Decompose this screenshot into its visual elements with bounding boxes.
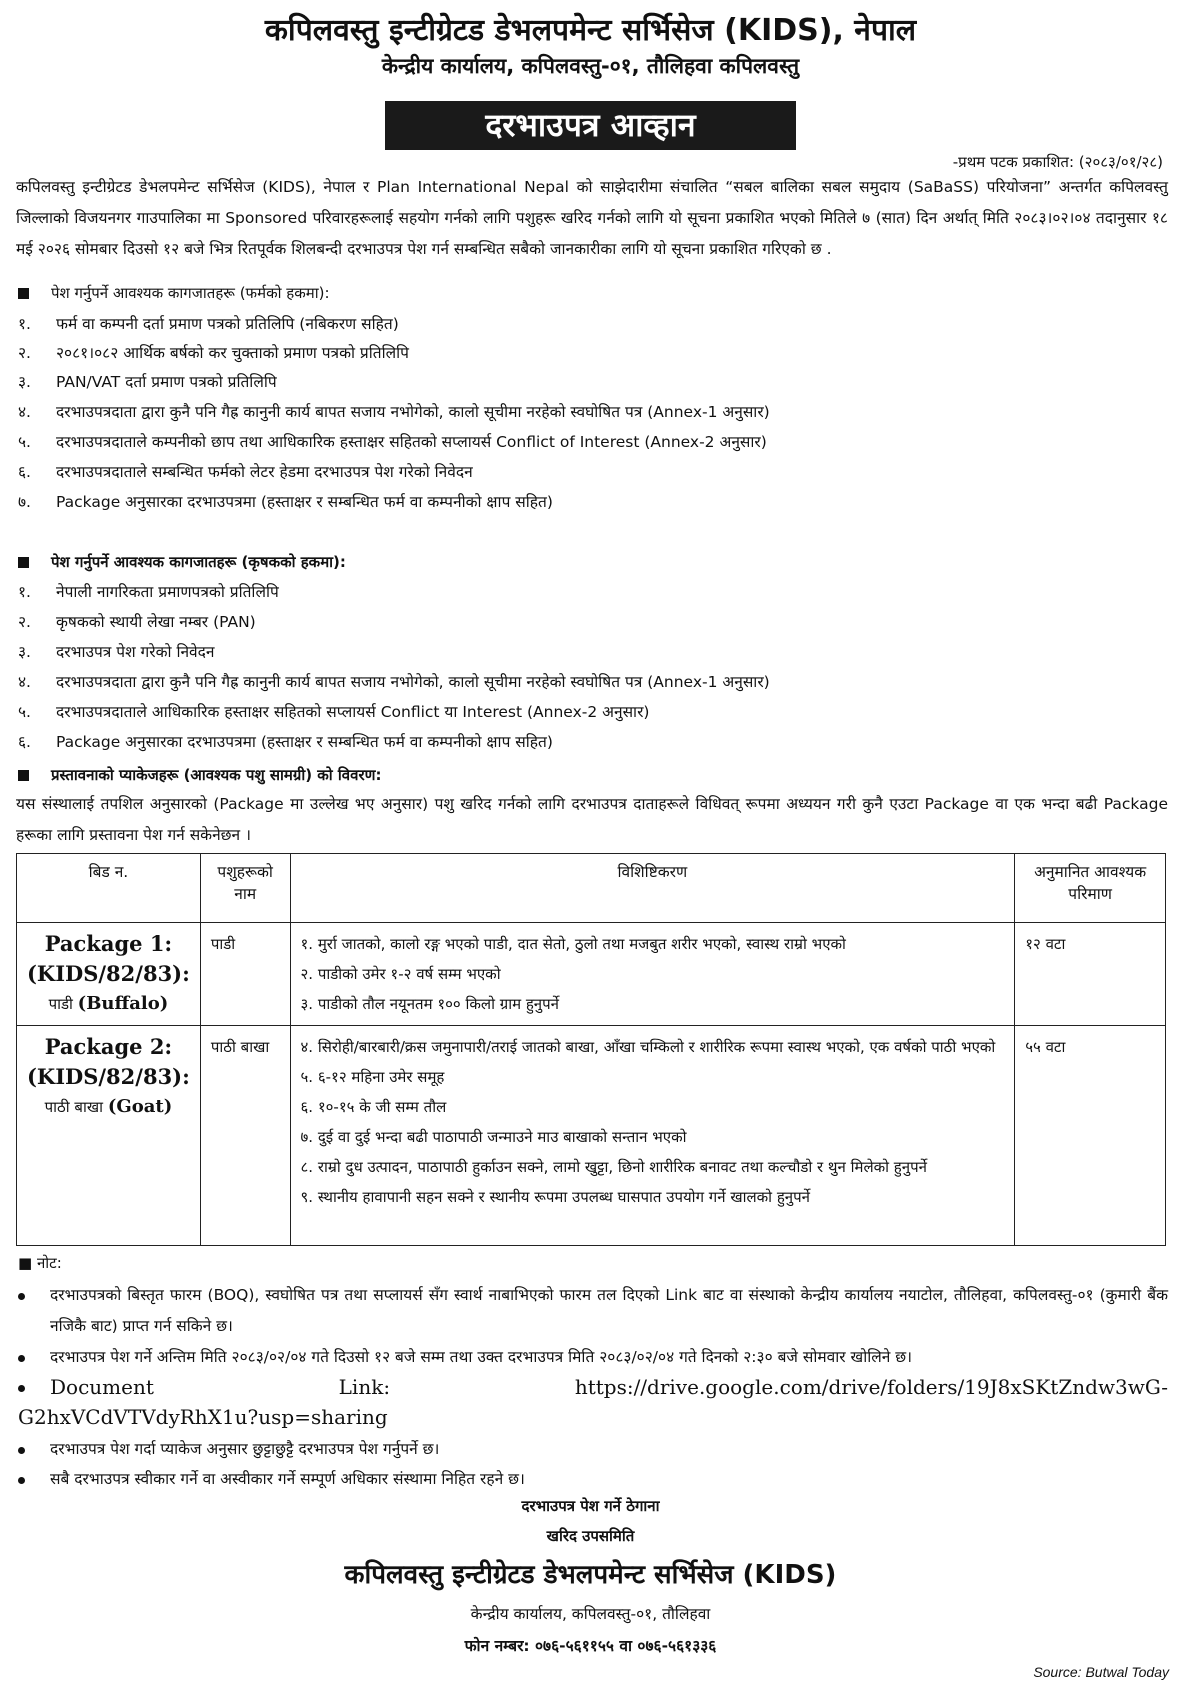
note-item: दरभाउपत्र पेश गर्ने अन्तिम मिति २०८३/०२/०४ गते दिउसो १२ बजे सम्म तथा उक्त दरभाउपत्र मिति २०८३/०२/०४ गते दिनको २:३० बजे सोमवार खोलिने छ। [18, 1342, 1168, 1373]
package-id-cell: Package 2: (KIDS/82/83): पाठी बाखा (Goat) [17, 1026, 201, 1246]
list-item: ७. Package अनुसारका दरभाउपत्रमा (हस्ताक्षर र सम्बन्धित फर्म वा कम्पनीको क्षाप सहित) [18, 493, 553, 511]
source-credit: Source: Butwal Today [1033, 1664, 1169, 1680]
list-item: ६. Package अनुसारका दरभाउपत्रमा (हस्ताक्षर र सम्बन्धित फर्म वा कम्पनीको क्षाप सहित) [18, 733, 553, 751]
list-item: ४. दरभाउपत्रदाता द्वारा कुनै पनि गैह्र कानुनी कार्य बापत सजाय नभोगेको, कालो सूचीमा नरहेको स्वघोषित पत्र (Annex-1 अनुसार) [18, 673, 770, 691]
notes-heading: ■ नोट: [18, 1254, 62, 1272]
dot-bullet-icon [18, 1447, 25, 1454]
list-item: ५. दरभाउपत्रदाताले आधिकारिक हस्ताक्षर सहितको सप्लायर्स Conflict या Interest (Annex-2 अनुसार) [18, 703, 650, 721]
link-word: Link: [338, 1375, 391, 1399]
note-item-link [18, 1372, 1168, 1403]
intro-paragraph: कपिलवस्तु इन्टीग्रेटड डेभलपमेन्ट सर्भिसेज (KIDS), नेपाल र Plan International Nepal को साझेदारीमा संचालित “सबल बालिका सबल समुदाय (SaBaSS) परियोजना” अन्तर्गत कपिलवस्तु जिल्लाको विजयनगर गाउपालिका मा Sponsored परिवारहरूलाई सहयोग गर्नको लागि पशुहरू खरिद गर्नको लागि यो सूचना प्रकाशित भएको मितिले ७ (सात) दिन अर्थात् मिति २०८३।०२।०४ तदानुसार १८ मई २०२६ सोमबार दिउसो १२ बजे भित्र रितपूर्वक शिलबन्दी दरभाउपत्र पेश गर्न सम्बन्धित सबैको जानकारीका लागि यो सूचना प्रकाशित गरिएको छ . [16, 178, 1168, 258]
org-title: कपिलवस्तु इन्टीग्रेटड डेभलपमेन्ट सर्भिसेज (KIDS), नेपाल [264, 13, 917, 48]
submission-address-heading: दरभाउपत्र पेश गर्ने ठेगाना [521, 1497, 660, 1515]
note-item: दरभाउपत्रको बिस्तृत फारम (BOQ), स्वघोषित पत्र तथा सप्लायर्स सँग स्वार्थ नाबाभिएको फारम तल दिएको Link बाट वा संस्थाको केन्द्रीय कार्यालय नयाटोल, तौलिहवा, कपिलवस्तु-०१ (कुमारी बैंक नजिकै बाट) प्राप्त गर्न सकिने छ। [18, 1280, 1168, 1342]
farmer-docs-heading: पेश गर्नुपर्ने आवश्यक कागजातहरू (कृषकको हकमा): [18, 552, 1168, 572]
link-label: Document [50, 1375, 154, 1399]
notice-title-banner: दरभाउपत्र आव्हान [385, 101, 796, 150]
firm-docs-heading: पेश गर्नुपर्ने आवश्यक कागजातहरू (फर्मको हकमा): [18, 283, 1168, 303]
specification-cell: १. मुर्रा जातको, कालो रङ्ग भएको पाडी, दात सेतो, ठुलो तथा मजबुत शरीर भएको, स्वास्थ राम्रो भएको २. पाडीको उमेर १-२ वर्ष सम्म भएको ३. पाडीको तौल नयूनतम १०० किलो ग्राम हुनुपर्ने [290, 923, 1015, 1026]
animal-name-cell: पाडी [200, 923, 290, 1026]
list-item: २. २०८१।०८२ आर्थिक बर्षको कर चुक्ताको प्रमाण पत्रको प्रतिलिपि [18, 344, 409, 362]
list-item: ३. दरभाउपत्र पेश गरेको निवेदन [18, 643, 215, 661]
document-link[interactable]: https://drive.google.com/drive/folders/19J8xSKtZndw3wG- [574, 1375, 1168, 1399]
list-item: १. नेपाली नागरिकता प्रमाणपत्रको प्रतिलिपि [18, 583, 279, 601]
square-bullet-icon [18, 288, 29, 299]
column-header: बिड न. [17, 854, 201, 923]
square-bullet-icon [18, 770, 29, 781]
office-address: केन्द्रीय कार्यालय, कपिलवस्तु-०१, तौलिहवा कपिलवस्तु [381, 54, 800, 78]
table-row [17, 1026, 1166, 1246]
list-item: ६. दरभाउपत्रदाताले सम्बन्धित फर्मको लेटर हेडमा दरभाउपत्र पेश गरेको निवेदन [18, 463, 473, 481]
dot-bullet-icon [18, 1385, 25, 1392]
procurement-committee: खरिद उपसमिति [546, 1527, 635, 1545]
note-item: सबै दरभाउपत्र स्वीकार गर्ने वा अस्वीकार गर्ने सम्पूर्ण अधिकार संस्थामा निहित रहने छ। [18, 1464, 1168, 1495]
package-intro-paragraph: यस संस्थालाई तपशिल अनुसारको (Package मा उल्लेख भए अनुसार) पशु खरिद गर्नको लागि दरभाउपत्र दाताहरूले विधिवत् रूपमा अध्ययन गरी कुनै एउटा Package वा एक भन्दा बढी Package हरूका लागि प्रस्तावना पेश गर्न सकेनेछन । [16, 795, 1168, 844]
column-header: विशिष्टिकरण [290, 854, 1015, 923]
quantity-cell: १२ वटा [1015, 923, 1166, 1026]
note-item: दरभाउपत्र पेश गर्दा प्याकेज अनुसार छुट्टाछुट्टै दरभाउपत्र पेश गर्नुपर्ने छ। [18, 1434, 1168, 1465]
phone-numbers: फोन नम्बर: ०७६-५६११५५ वा ०७६-५६१३३६ [464, 1637, 717, 1655]
square-bullet-icon [18, 557, 29, 568]
column-header: अनुमानित आवश्यक परिमाण [1015, 854, 1166, 923]
note-item-link-continued [18, 1402, 1168, 1433]
animal-name-cell: पाठी बाखा [200, 1026, 290, 1246]
column-header: पशुहरूको नाम [200, 854, 290, 923]
list-item: २. कृषकको स्थायी लेखा नम्बर (PAN) [18, 613, 256, 631]
list-item: ५. दरभाउपत्रदाताले कम्पनीको छाप तथा आधिकारिक हस्ताक्षर सहितको सप्लायर्स Conflict of Interest (Annex-2 अनुसार) [18, 433, 767, 451]
dot-bullet-icon [18, 1293, 25, 1300]
package-id-cell: Package 1: (KIDS/82/83): पाडी (Buffalo) [17, 923, 201, 1026]
table-row [17, 923, 1166, 1026]
package-table [16, 853, 1166, 1246]
list-item: ४. दरभाउपत्रदाता द्वारा कुनै पनि गैह्र कानुनी कार्य बापत सजाय नभोगेको, कालो सूचीमा नरहेको स्वघोषित पत्र (Annex-1 अनुसार) [18, 403, 770, 421]
office-footer-address: केन्द्रीय कार्यालय, कपिलवस्तु-०१, तौलिहवा [470, 1605, 711, 1623]
package-section-heading: प्रस्तावनाको प्याकेजहरू (आवश्यक पशु सामग्री) को विवरण: [18, 765, 1168, 785]
publication-date: -प्रथम पटक प्रकाशित: (२०८३/०१/२८) [952, 153, 1163, 171]
document-link-continued[interactable]: G2hxVCdVTVdyRhX1u?usp=sharing [18, 1405, 388, 1429]
list-item: ३. PAN/VAT दर्ता प्रमाण पत्रको प्रतिलिपि [18, 373, 277, 391]
dot-bullet-icon [18, 1355, 25, 1362]
table-header-row [17, 854, 1166, 923]
list-item: १. फर्म वा कम्पनी दर्ता प्रमाण पत्रको प्रतिलिपि (नबिकरण सहित) [18, 315, 399, 333]
org-footer-name: कपिलवस्तु इन्टीग्रेटड डेभलपमेन्ट सर्भिसेज (KIDS) [344, 1560, 837, 1590]
specification-cell: ४. सिरोही/बारबारी/क्रस जमुनापारी/तराई जातको बाखा, आँखा चम्किलो र शारीरिक रूपमा स्वास्थ भएको, एक वर्षको पाठी भएको ५. ६-१२ महिना उमेर समूह ६. १०-१५ के जी सम्म तौल ७. दुई वा दुई भन्दा बढी पाठापाठी जन्माउने माउ बाखाको सन्तान भएको ८. राम्रो दुध उत्पादन, पाठापाठी हुर्काउन सक्ने, लामो खुट्टा, छिनो शारीरिक बनावट तथा कल्चौडो र थुन मिलेको हुनुपर्ने ९. स्थानीय हावापानी सहन सक्ने र स्थानीय रूपमा उपलब्ध घासपात उपयोग गर्ने खालको हुनुपर्ने [290, 1026, 1015, 1246]
quantity-cell: ५५ वटा [1015, 1026, 1166, 1246]
dot-bullet-icon [18, 1477, 25, 1484]
